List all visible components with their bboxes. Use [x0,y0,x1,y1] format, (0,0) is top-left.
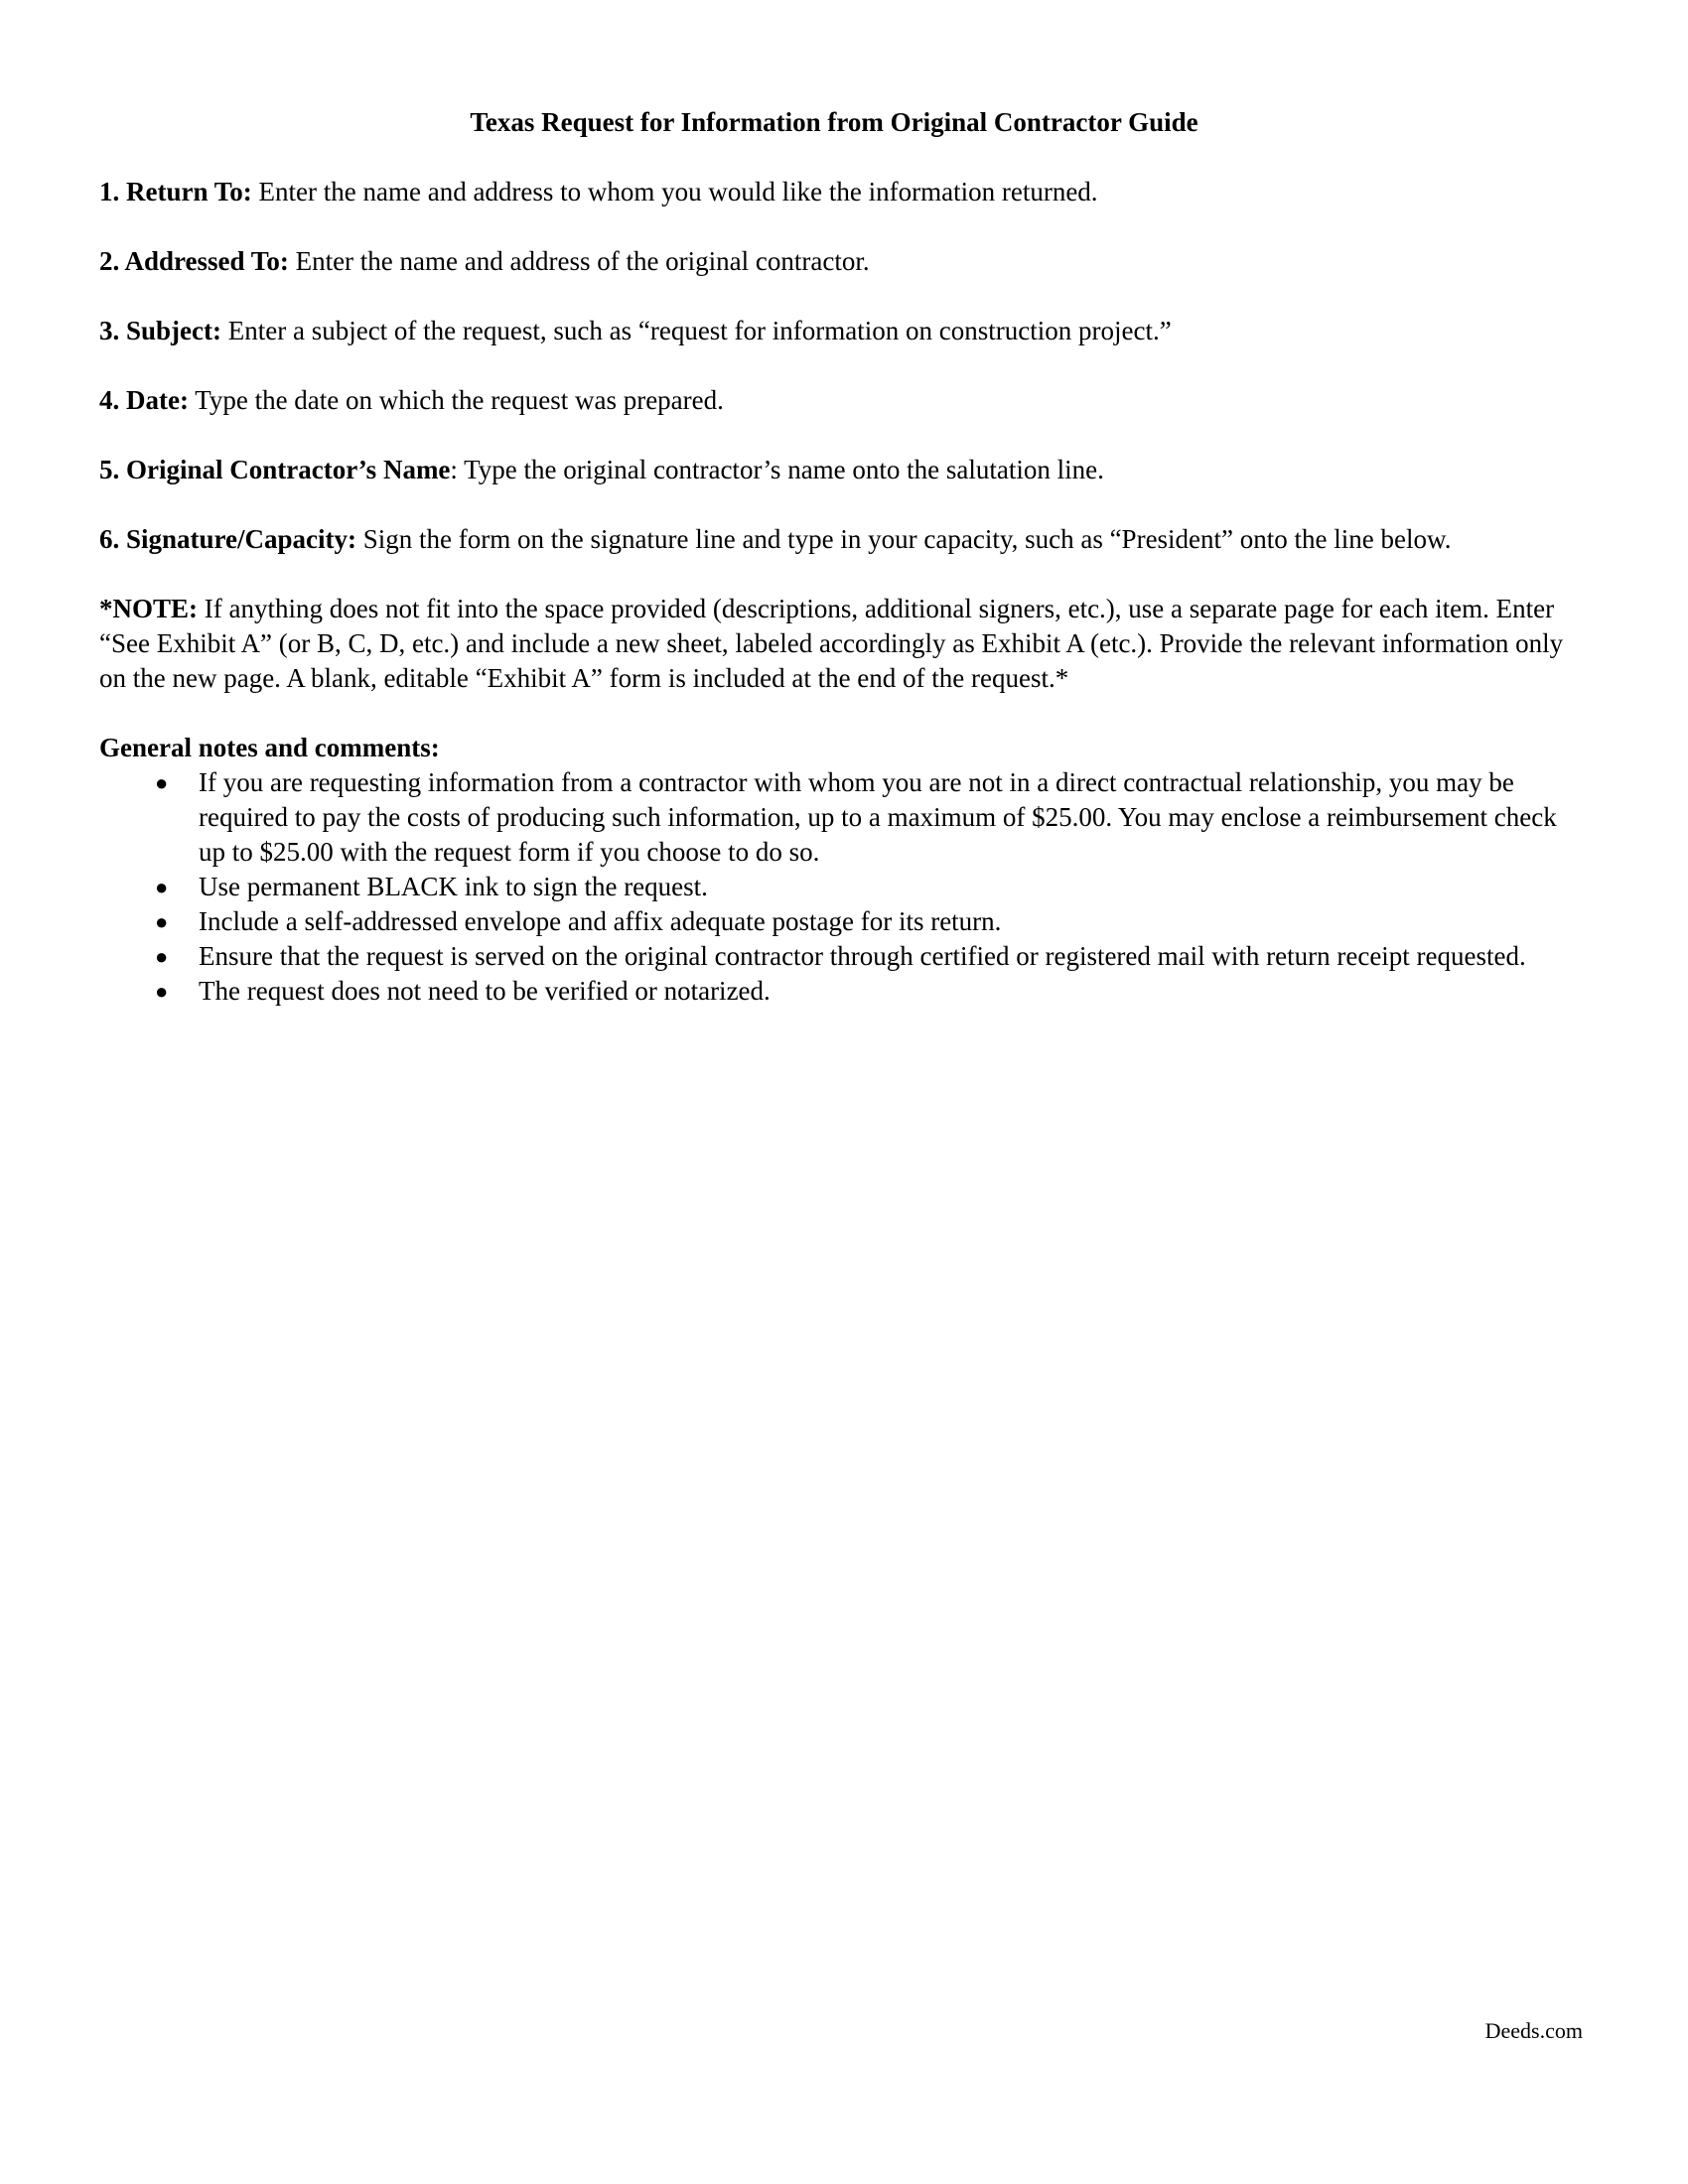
general-notes-list [99,765,1589,1009]
list-item [99,765,1589,870]
instruction-text: Type the date on which the request was prepared. [188,385,724,415]
instruction-label: 3. Subject: [99,316,221,345]
note-label: *NOTE: [99,594,199,623]
instruction-item-return-to [99,175,1589,209]
list-item [99,939,1589,974]
bullet-icon: ● [155,770,169,795]
instruction-label: 2. Addressed To: [99,246,289,276]
list-item [99,974,1589,1009]
bullet-icon: ● [155,944,169,969]
list-item [99,870,1589,904]
bullet-icon: ● [155,979,169,1004]
note-text: If anything does not fit into the space provided (descriptions, additional signers, etc.), use a separate page for each item. Enter “See Exhibit A” (or B, C, D, etc.) and include a new sheet, labeled accordingly as Exhibit A (etc.). Provide the relevant information only on the new page. A blank, editable “Exhibit A” form is included at the end of the request.* [99,594,1564,693]
instruction-text: : Type the original contractor’s name onto the salutation line. [450,455,1104,484]
instruction-text: Enter the name and address of the original contractor. [288,246,870,276]
instruction-label: 4. Date: [99,385,189,415]
list-item-text: The request does not need to be verified or notarized. [199,976,771,1006]
instruction-label: 5. Original Contractor’s Name [99,455,451,484]
bullet-icon: ● [155,875,169,899]
footer-brand: Deeds.com [1484,2018,1583,2043]
list-item-text: If you are requesting information from a contractor with whom you are not in a direct contractual relationship, you may be required to pay the costs of producing such information, up to a maximum of $25.00. You may enclose a reimbursement check up to $25.00 with the request form if you choose to do so. [199,767,1557,867]
note-paragraph [99,592,1589,696]
list-item-text: Use permanent BLACK ink to sign the request. [199,872,708,901]
list-item-text: Ensure that the request is served on the original contractor through certified or registered mail with return receipt requested. [199,941,1526,971]
instruction-item-subject [99,314,1589,348]
instruction-label: 1. Return To: [99,177,252,206]
instruction-text: Sign the form on the signature line and type in your capacity, such as “President” onto the line below. [356,524,1452,554]
list-item [99,904,1589,939]
instruction-text: Enter the name and address to whom you would like the information returned. [251,177,1098,206]
instruction-item-date [99,383,1589,418]
instruction-text: Enter a subject of the request, such as “request for information on construction project.” [221,316,1172,345]
instruction-label: 6. Signature/Capacity: [99,524,357,554]
list-item-text: Include a self-addressed envelope and affix adequate postage for its return. [199,906,1002,936]
document-page [99,105,1589,1009]
instruction-item-addressed-to [99,244,1589,279]
document-title: Texas Request for Information from Original Contractor Guide [470,107,1198,137]
instruction-item-signature [99,522,1589,557]
instruction-item-contractor-name [99,453,1589,487]
general-notes-heading: General notes and comments: [99,733,440,762]
bullet-icon: ● [155,909,169,934]
